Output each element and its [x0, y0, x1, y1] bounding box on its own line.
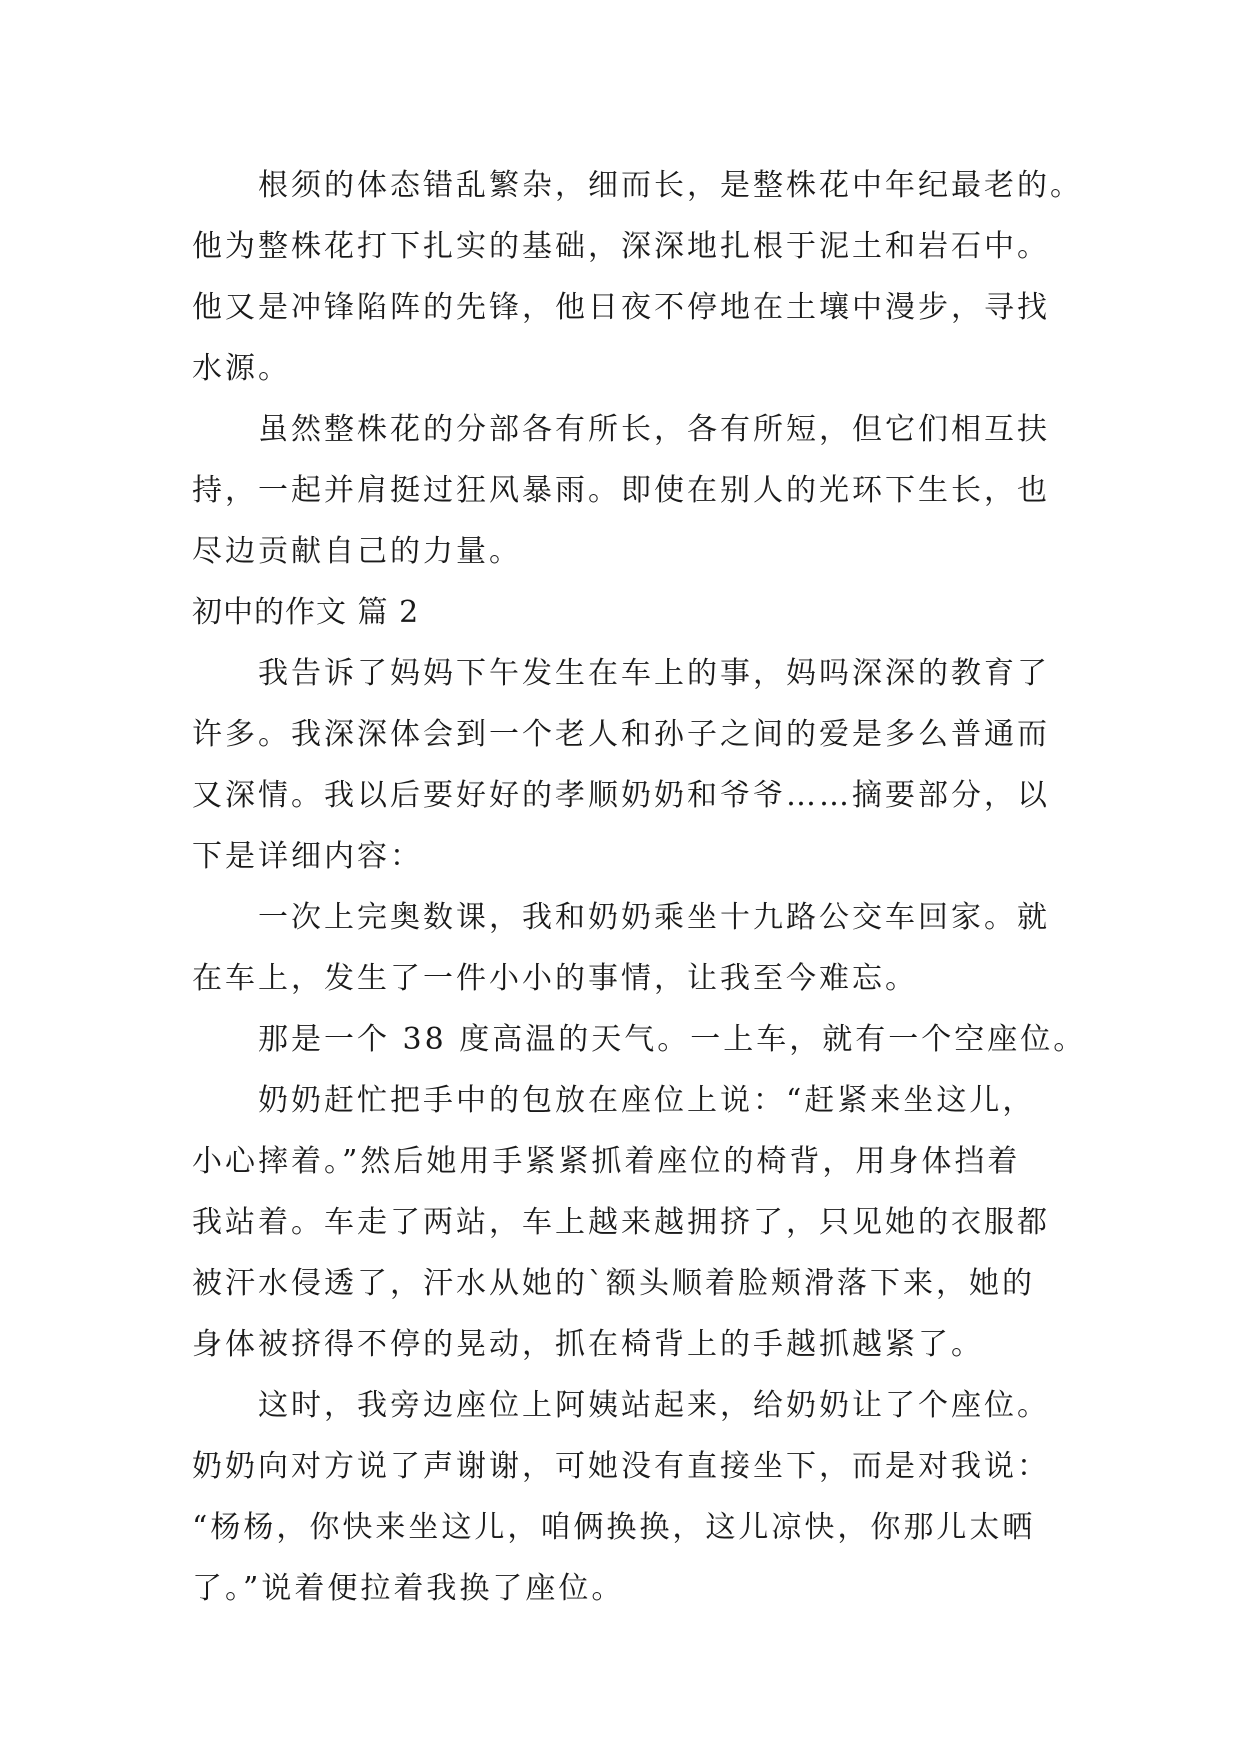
- text-line: 身体被挤得不停的晃动，抓在椅背上的手越抓越紧了。: [192, 1327, 984, 1362]
- text-line: “杨杨，你快来坐这儿，咱俩换换，这儿凉快，你那儿太晒: [192, 1510, 1036, 1545]
- text-line: 根须的体态错乱繁杂，细而长，是整株花中年纪最老的。: [258, 168, 1083, 203]
- text-line: 尽边贡献自己的力量。: [192, 534, 522, 569]
- paragraph-seat: [192, 1375, 1072, 1619]
- text-line: 奶奶向对方说了声谢谢，可她没有直接坐下，而是对我说：: [192, 1449, 1050, 1484]
- text-line: 我站着。车走了两站，车上越来越拥挤了，只见她的衣服都: [192, 1205, 1050, 1240]
- text-line: 一次上完奥数课，我和奶奶乘坐十九路公交车回家。就: [258, 900, 1050, 935]
- text-line: 下是详细内容：: [192, 839, 423, 874]
- text-line: 水源。: [192, 351, 291, 386]
- paragraph-weather: [192, 1009, 1087, 1070]
- section-heading: 初中的作文 篇 2: [192, 595, 420, 630]
- document-body: [192, 155, 1087, 1619]
- paragraph-bus-ride: [192, 887, 1072, 1009]
- text-line: 他为整株花打下扎实的基础，深深地扎根于泥土和岩石中。: [192, 229, 1050, 264]
- text-line: 持，一起并肩挺过狂风暴雨。即使在别人的光环下生长，也: [192, 473, 1050, 508]
- text-line: 虽然整株花的分部各有所长，各有所短，但它们相互扶: [258, 412, 1050, 447]
- paragraph-roots: [192, 155, 1083, 399]
- text-line: 了。”说着便拉着我换了座位。: [192, 1571, 625, 1606]
- text-line: 我告诉了妈妈下午发生在车上的事，妈吗深深的教育了: [258, 656, 1050, 691]
- paragraph-grandma: [192, 1070, 1072, 1375]
- paragraph-support: [192, 399, 1072, 582]
- text-line: 又深情。我以后要好好的孝顺奶奶和爷爷……摘要部分，以: [192, 778, 1050, 813]
- text-line: 小心摔着。”然后她用手紧紧抓着座位的椅背，用身体挡着: [192, 1144, 1021, 1179]
- text-line: 在车上，发生了一件小小的事情，让我至今难忘。: [192, 961, 918, 996]
- paragraph-summary: [192, 643, 1072, 887]
- text-line: 奶奶赶忙把手中的包放在座位上说：“赶紧来坐这儿，: [258, 1083, 1036, 1118]
- text-line: 这时，我旁边座位上阿姨站起来，给奶奶让了个座位。: [258, 1388, 1050, 1423]
- text-line: 被汗水侵透了，汗水从她的`额头顺着脸颊滑落下来，她的: [192, 1266, 1035, 1301]
- text-line: 他又是冲锋陷阵的先锋，他日夜不停地在土壤中漫步，寻找: [192, 290, 1050, 325]
- text-line: 许多。我深深体会到一个老人和孙子之间的爱是多么普通而: [192, 717, 1050, 752]
- text-line: 那是一个 38 度高温的天气。一上车，就有一个空座位。: [258, 1022, 1087, 1057]
